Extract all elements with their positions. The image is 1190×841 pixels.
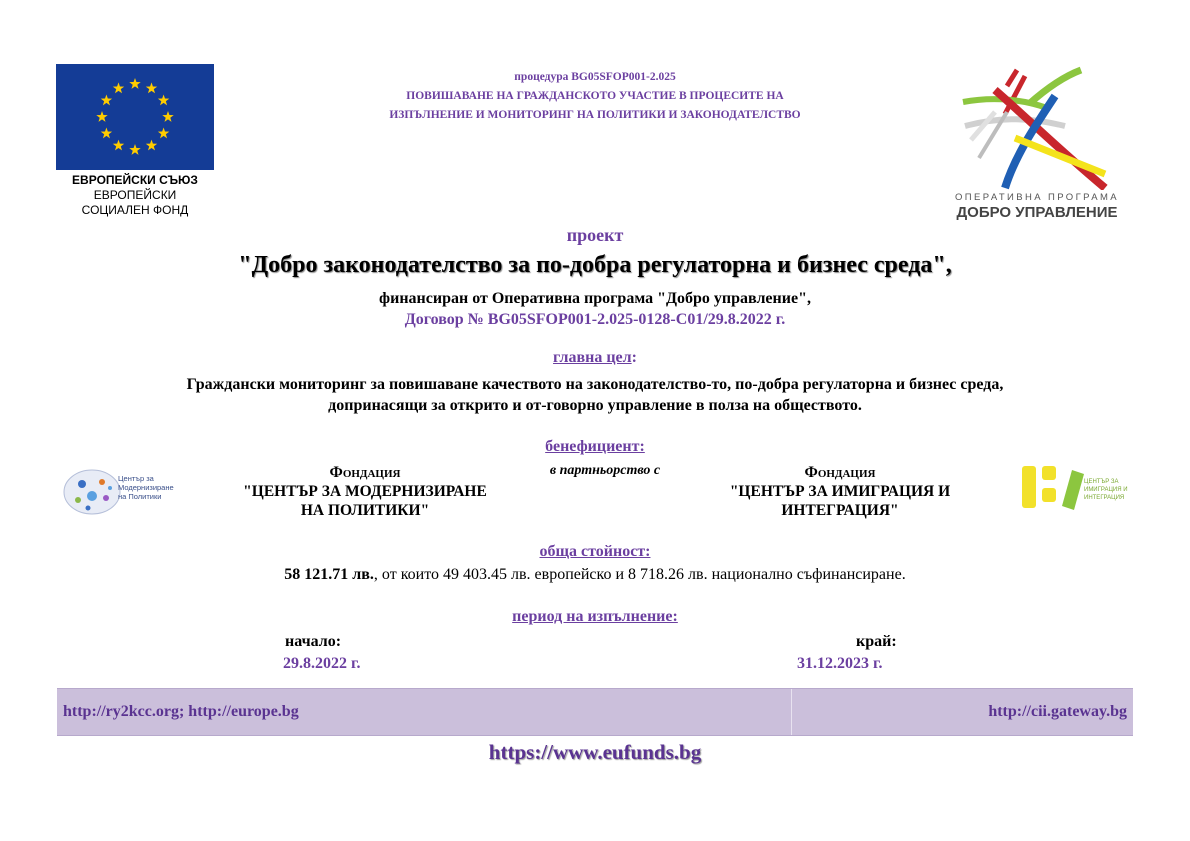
op-good-governance-logo <box>955 66 1125 190</box>
op-ribbon-icon <box>955 66 1125 190</box>
period-label: период на изпълнение: <box>512 608 678 625</box>
project-financing: финансиран от Оперативна програма "Добро управление", <box>379 290 811 307</box>
project-title-suffix: , <box>945 252 952 278</box>
eufunds-link[interactable]: https://www.eufunds.bg <box>488 740 702 764</box>
links-bar <box>57 688 1133 736</box>
beneficiary-right-line2: "ЦЕНТЪР ЗА ИМИГРАЦИЯ И <box>729 483 951 500</box>
eu-star-icon <box>101 128 112 139</box>
value-label: обща стойност: <box>539 543 651 560</box>
cmp-logo-line2: Модернизиране <box>118 483 174 492</box>
period-start-date: 29.8.2022 г. <box>283 655 361 672</box>
value-amount: 58 121.71 лв. <box>284 566 374 583</box>
value-rest: , от които 49 403.45 лв. европейско и 8 718.26 лв. национално съфинансиране. <box>373 566 906 583</box>
eu-star-icon <box>96 111 107 122</box>
procedure-line1: ПОВИШАВАНЕ НА ГРАЖДАНСКОТО УЧАСТИЕ В ПРОЦЕСИТЕ НА <box>406 90 784 102</box>
cii-logo-line2: ИМИГРАЦИЯ И <box>1084 487 1128 493</box>
goal-line2: допринасящи за открито и от-говорно управление в полза на обществото. <box>328 397 862 414</box>
goal-line1: Граждански мониторинг за повишаване качеството на законодателство-то, по-добра регулаторна и бизнес среда, <box>186 376 1004 393</box>
cii-logo-line1: ЦЕНТЪР ЗА <box>1084 479 1119 485</box>
period-end-date: 31.12.2023 г. <box>797 655 883 672</box>
procedure-header <box>300 68 890 125</box>
beneficiary-label: бенефициент: <box>545 438 645 455</box>
project-contract: Договор № BG05SFOP001-2.025-0128-C01/29.8.2022 г. <box>404 311 786 328</box>
op-logo-small-caption: ОПЕРАТИВНА ПРОГРАМА <box>954 192 1120 203</box>
eu-star-icon <box>158 128 169 139</box>
goal-label <box>0 349 1190 367</box>
beneficiary-left-line1: Фондация <box>329 464 401 481</box>
period-end-label: край: <box>856 633 897 650</box>
beneficiary-right <box>690 463 990 520</box>
period-start-label: начало: <box>285 633 342 650</box>
eu-star-icon <box>146 82 157 93</box>
project-title <box>0 252 1190 279</box>
beneficiary-left-line2: "ЦЕНТЪР ЗА МОДЕРНИЗИРАНЕ <box>243 483 487 500</box>
cmp-logo-line3: на Политики <box>118 492 162 501</box>
eu-star-icon <box>129 144 140 155</box>
eu-star-icon <box>101 95 112 106</box>
eu-logo-caption <box>40 173 230 218</box>
project-title-text: "Добро законодателство за по-добра регулаторна и бизнес среда" <box>238 252 946 278</box>
cmp-logo-line1: Център за <box>118 474 154 483</box>
eu-flag-logo <box>56 64 214 170</box>
link-right[interactable]: http://cii.gateway.bg <box>988 703 1127 720</box>
eu-star-icon <box>162 111 173 122</box>
beneficiary-left <box>205 463 525 520</box>
eu-star-icon <box>129 78 140 89</box>
eu-caption-line2: ЕВРОПЕЙСКИ <box>93 188 177 202</box>
eu-stars-icon <box>56 64 214 170</box>
cmp-logo-text <box>118 474 174 501</box>
eu-star-icon <box>158 95 169 106</box>
cii-logo-line3: ИНТЕГРАЦИЯ <box>1084 495 1125 501</box>
center-immigration-integration-logo <box>1018 462 1128 518</box>
op-logo-big-caption: ДОБРО УПРАВЛЕНИЕ <box>956 204 1118 221</box>
project-label: проект <box>566 225 624 245</box>
eu-caption-line3: СОЦИАЛЕН ФОНД <box>81 203 189 217</box>
center-policy-modernization-logo <box>62 466 202 518</box>
eu-star-icon <box>113 82 124 93</box>
eu-star-icon <box>146 140 157 151</box>
value-line <box>0 566 1190 584</box>
partnership-label: в партньорство с <box>549 463 661 478</box>
goal-label-text: главна цел <box>553 349 632 366</box>
beneficiary-right-line1: Фондация <box>804 464 876 481</box>
beneficiary-right-line3: ИНТЕГРАЦИЯ" <box>781 502 899 519</box>
links-divider <box>791 689 792 735</box>
cii-logo-text <box>1084 478 1128 502</box>
goal-label-colon: : <box>631 349 637 366</box>
eu-star-icon <box>113 140 124 151</box>
link-left[interactable]: http://ry2kcc.org; http://europe.bg <box>63 703 299 720</box>
procedure-code: процедура BG05SFOP001-2.025 <box>514 71 676 83</box>
eu-caption-line1: ЕВРОПЕЙСКИ СЪЮЗ <box>72 173 198 187</box>
beneficiary-left-line3: НА ПОЛИТИКИ" <box>300 502 430 519</box>
procedure-line2: ИЗПЪЛНЕНИЕ И МОНИТОРИНГ НА ПОЛИТИКИ И ЗАКОНОДАТЕЛСТВО <box>389 109 801 121</box>
